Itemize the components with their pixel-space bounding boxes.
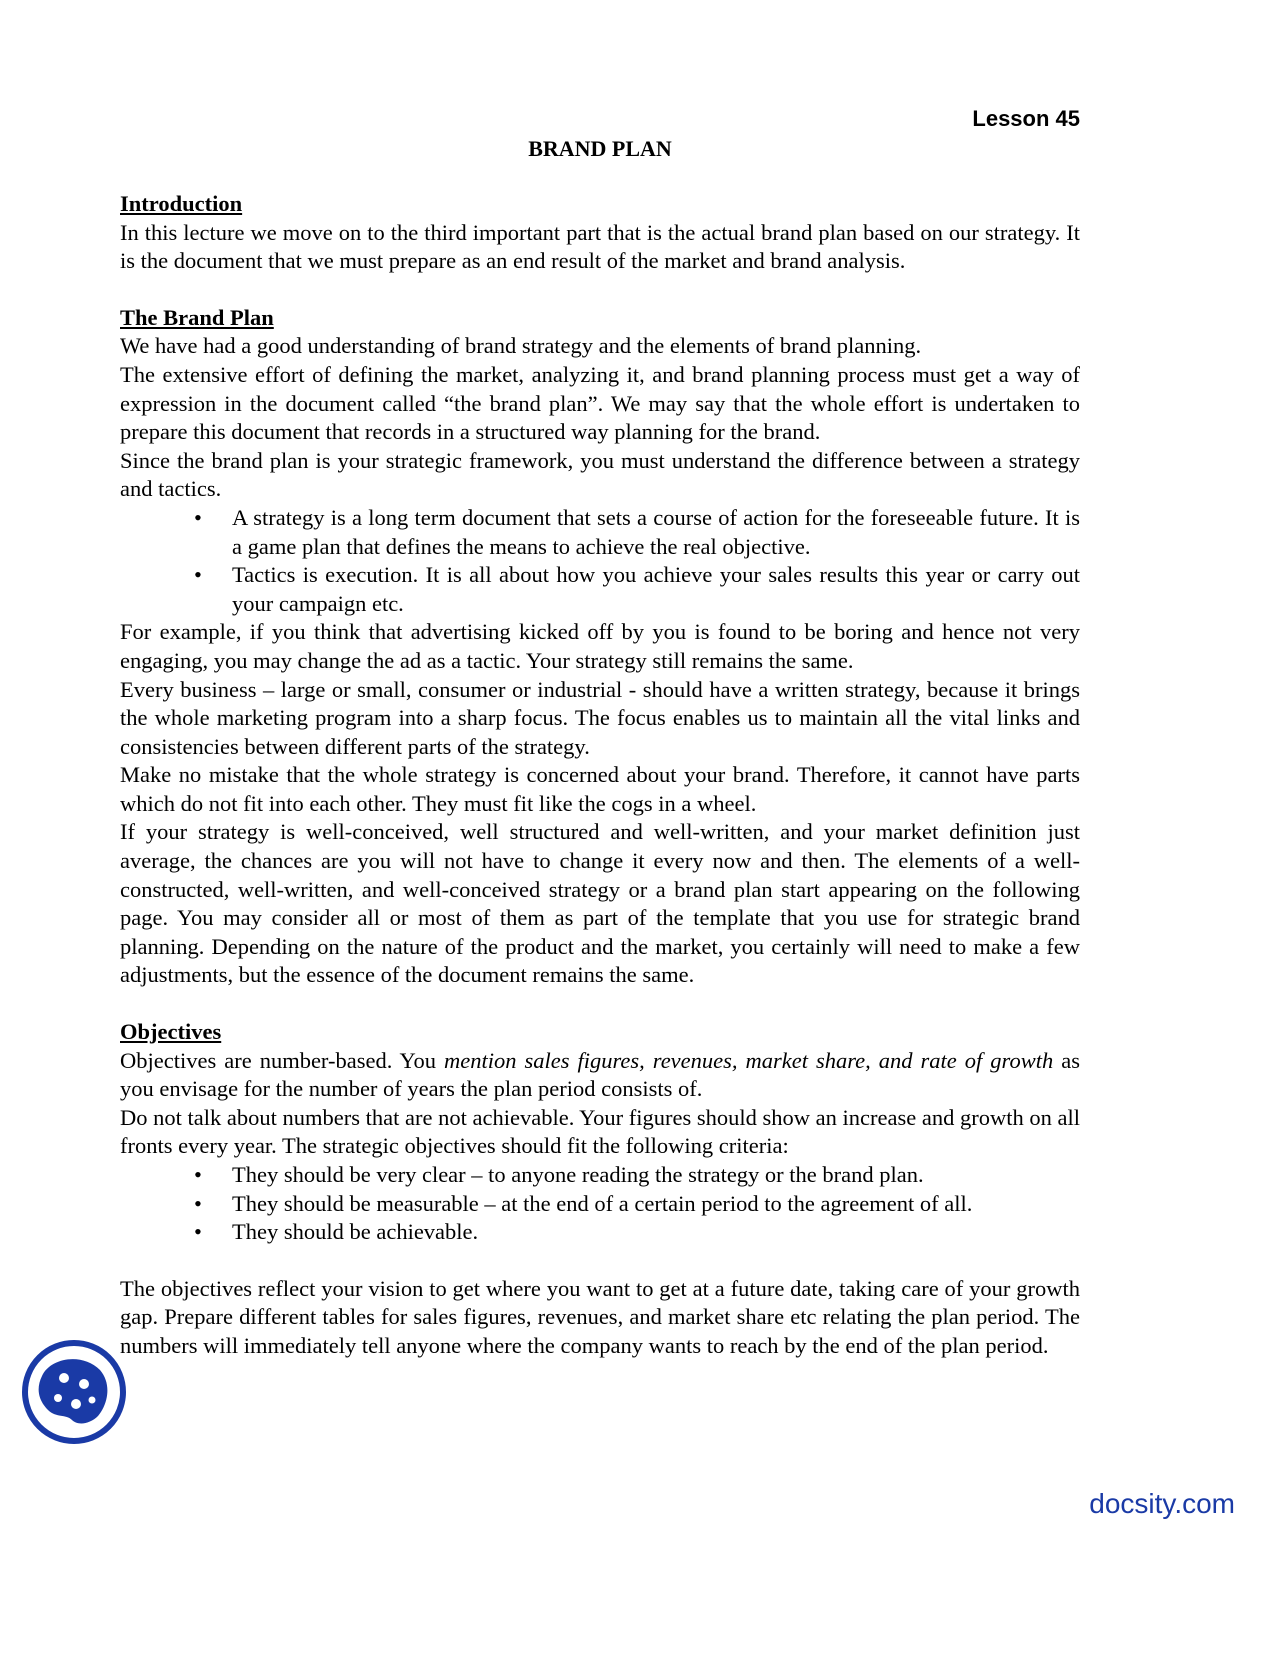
lesson-number: Lesson 45 <box>972 106 1080 131</box>
objectives-heading: Objectives <box>120 1019 222 1045</box>
list-item <box>194 1218 1080 1247</box>
introduction-paragraph: In this lecture we move on to the third important part that is the actual brand plan based on our strategy. It is the document that we must prepare as an end result of the market and brand analysis. <box>120 219 1080 274</box>
brand-plan-paragraph-2: The extensive effort of defining the market, analyzing it, and brand planning process must get a way of expression in the document called “the brand plan”. We may say that the whole effort is undertaken to prepare this document that records in a structured way planning for the brand. <box>120 361 1080 445</box>
list-item-text: A strategy is a long term document that sets a course of action for the foreseeable future. It is a game plan that defines the means to achieve the real objective. <box>232 504 1080 559</box>
bullet-icon: • <box>194 1162 202 1187</box>
objectives-paragraph-2: Do not talk about numbers that are not achievable. Your figures should show an increase and growth on all fronts every year. The strategic objectives should fit the following criteria: <box>120 1104 1080 1159</box>
list-item-text: They should be very clear – to anyone reading the strategy or the brand plan. <box>232 1162 924 1187</box>
brand-plan-paragraph-4: For example, if you think that advertising kicked off by you is found to be boring and hence not very engaging, you may change the ad as a tactic. Your strategy still remains the same. <box>120 619 1080 673</box>
objectives-paragraph-1: Objectives are number-based. You mention sales figures, revenues, market share, and rate of growth as you envisage for the number of years the plan period consists of. <box>120 1047 1080 1102</box>
bullet-icon: • <box>194 504 202 530</box>
page-title: BRAND PLAN <box>528 136 672 161</box>
list-item-text: Tactics is execution. It is all about how you achieve your sales results this year or carry out your campaign etc. <box>232 562 1080 616</box>
brand-plan-paragraph-3: Since the brand plan is your strategic framework, you must understand the difference between a strategy and tactics. <box>120 447 1080 502</box>
list-item <box>194 1190 1080 1219</box>
list-item-text: They should be measurable – at the end of a certain period to the agreement of all. <box>232 1190 973 1216</box>
strategy-tactics-list <box>120 504 1080 618</box>
objectives-emphasis: mention sales figures, revenues, market share, and rate of growth <box>443 1047 1054 1073</box>
brand-plan-heading: The Brand Plan <box>120 304 274 330</box>
list-item <box>194 1161 1080 1190</box>
list-item <box>194 504 1080 561</box>
docsity-brand-link[interactable]: docsity.com <box>1089 1488 1235 1519</box>
brand-plan-paragraph-1: We have had a good understanding of brand strategy and the elements of brand planning. <box>120 333 922 359</box>
list-item <box>194 561 1080 618</box>
brand-plan-paragraph-7: If your strategy is well-conceived, well structured and well-written, and your market definition just average, the chances are you will not have to change it every now and then. The elements of a well-constructed, well-written, and well-conceived strategy or a brand plan start appearing on the following page. You may consider all or most of them as part of the template that you use for strategic brand planning. Depending on the nature of the product and the market, you certainly will need to make a few adjustments, but the essence of the document remains the same. <box>120 819 1080 988</box>
introduction-heading: Introduction <box>120 191 243 216</box>
docsity-logo-icon[interactable] <box>20 1338 128 1446</box>
objectives-criteria-list <box>120 1161 1080 1247</box>
bullet-icon: • <box>194 562 202 588</box>
brand-plan-paragraph-6: Make no mistake that the whole strategy is concerned about your brand. Therefore, it cannot have parts which do not fit into each other. They must fit like the cogs in a wheel. <box>120 762 1080 816</box>
bullet-icon: • <box>194 1190 202 1216</box>
document-page <box>120 104 1080 1361</box>
list-item-text: They should be achievable. <box>232 1219 479 1245</box>
brand-plan-paragraph-5: Every business – large or small, consumer or industrial - should have a written strategy, because it brings the whole marketing program into a sharp focus. The focus enables us to maintain all the vital links and consistencies between different parts of the strategy. <box>120 676 1080 759</box>
bullet-icon: • <box>194 1219 202 1245</box>
objectives-paragraph-3: The objectives reflect your vision to get where you want to get at a future date, taking care of your growth gap. Prepare different tables for sales figures, revenues, and market share etc relating the plan period. The numbers will immediately tell anyone where the company wants to reach by the end of the plan period. <box>120 1275 1080 1358</box>
